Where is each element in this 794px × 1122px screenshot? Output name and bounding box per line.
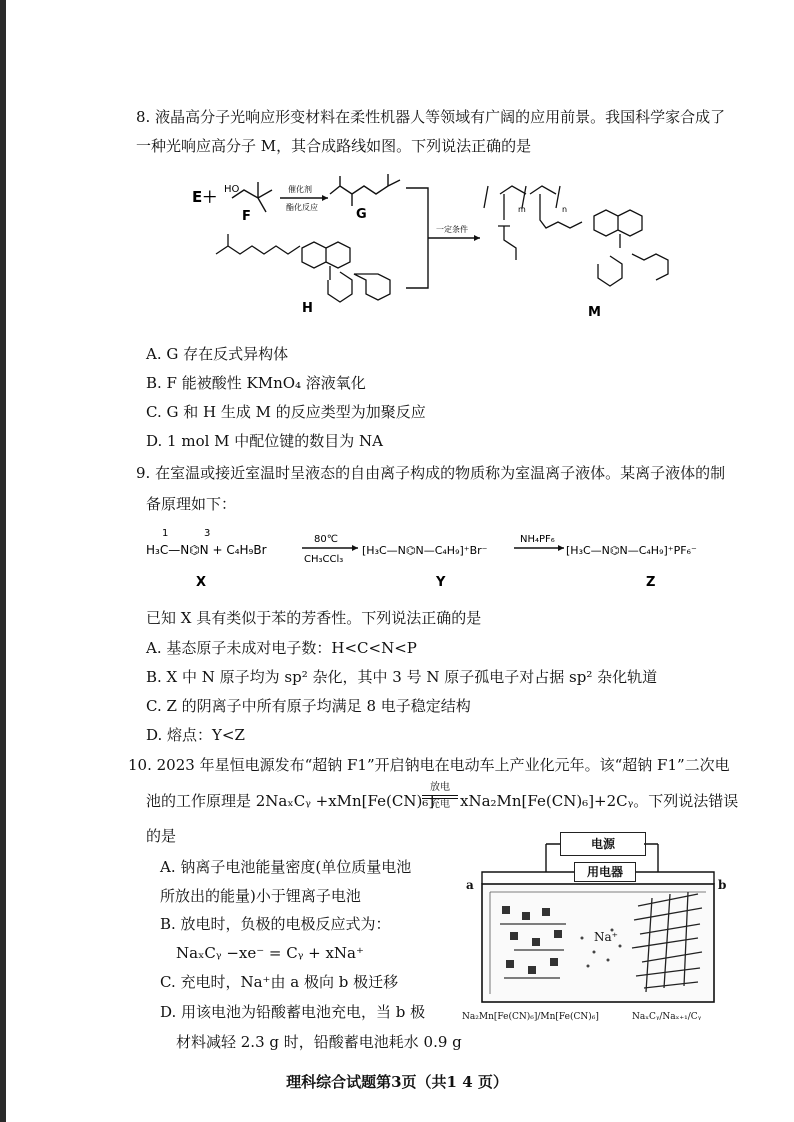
- page-footer: 理科综合试题第3页（共1 4 页）: [286, 1073, 508, 1091]
- power-source-box: 电源: [560, 832, 646, 856]
- electrode-b-label: b: [718, 878, 727, 892]
- label-m: M: [588, 305, 601, 318]
- q8-option-b: B. F 能被酸性 KMnO₄ 溶液氧化: [146, 374, 366, 392]
- battery-figure: [462, 828, 732, 1033]
- q10-option-b-line2: NaₓCᵧ −xe⁻ = Cᵧ + xNa⁺: [176, 944, 364, 962]
- num-3: 3: [204, 528, 211, 539]
- label-y: Y: [436, 575, 446, 590]
- z-formula: [H₃C—N⌬N—C₄H₉]⁺PF₆⁻: [566, 544, 697, 557]
- label-h: H: [302, 301, 313, 316]
- q10-equilibrium-arrows: [422, 782, 458, 811]
- q9-stem-line2: 备原理如下：: [146, 495, 237, 513]
- y-formula: [H₃C—N⌬N—C₄H₉]⁺Br⁻: [362, 544, 488, 557]
- q9-option-d: D. 熔点：Y<Z: [146, 726, 245, 744]
- appliance-box: 用电器: [574, 862, 636, 882]
- sub-n: n: [562, 205, 568, 214]
- q9-reaction-scheme: [140, 522, 740, 592]
- label-z: Z: [646, 575, 656, 590]
- q10-option-b-line1: B. 放电时，负极的电极反应式为：: [160, 915, 391, 933]
- q9-known: 已知 X 具有类似于苯的芳香性。下列说法正确的是: [146, 609, 482, 627]
- q10-stem-line2-pre: 池的工作原理是 2NaₓCᵧ +xMn[Fe(CN)₆]: [146, 792, 435, 810]
- temp-label: 80℃: [314, 534, 338, 545]
- q10-stem-line2-post: xNa₂Mn[Fe(CN)₆]+2Cᵧ。下列说法错误: [460, 792, 739, 810]
- label-x: X: [196, 575, 207, 590]
- q10-stem-line1: 10. 2023 年星恒电源发布“超钠 F1”开启钠电在电动车上产业化元年。该“超钠 F1”二次电: [128, 756, 730, 774]
- q10-option-c: C. 充电时，Na⁺由 a 极向 b 极迁移: [160, 973, 399, 991]
- esterify-label: 酯化反应: [286, 203, 318, 212]
- page-edge: [0, 0, 6, 1122]
- molecule-h: [216, 234, 390, 302]
- q8-stem-line1: 8. 液晶高分子光响应形变材料在柔性机器人等领域有广阔的应用前景。我国科学家合成了: [136, 108, 726, 126]
- q8-synthesis-scheme: [180, 168, 740, 318]
- q9-option-b: B. X 中 N 原子均为 sp² 杂化，其中 3 号 N 原子孤电子对占据 sp² 杂化轨道: [146, 668, 658, 686]
- merge-bracket: [406, 188, 480, 288]
- reagent-label: NH₄PF₆: [520, 534, 555, 545]
- catalyst-label: 催化剂: [288, 185, 312, 194]
- molecule-g: [330, 174, 400, 206]
- forward-arrow: [422, 795, 458, 796]
- anode-material-label: NaₓCᵧ/Naₓ₊₁/Cᵧ: [632, 1012, 702, 1022]
- q10-stem-line3: 的是: [146, 827, 177, 845]
- q8-option-c: C. G 和 H 生成 M 的反应类型为加聚反应: [146, 403, 426, 421]
- svg-text:HO: HO: [224, 184, 240, 195]
- q9-option-c: C. Z 的阴离子中所有原子均满足 8 电子稳定结构: [146, 697, 471, 715]
- charge-label: 充电: [430, 799, 450, 810]
- q10-option-d-line2: 材料减轻 2.3 g 时，铅酸蓄电池耗水 0.9 g: [176, 1033, 462, 1051]
- sub-m: m: [518, 205, 526, 214]
- polymer-m: [484, 186, 668, 286]
- electrode-a-label: a: [466, 878, 474, 892]
- q10-option-a-line2: 所放出的能量)小于锂离子电池: [160, 887, 361, 905]
- q8-stem-line2: 一种光响应高分子 M，其合成路线如图。下列说法正确的是: [136, 137, 532, 155]
- solvent-label: CH₃CCl₃: [304, 554, 344, 565]
- q10-option-d-line1: D. 用该电池为铅酸蓄电池充电，当 b 极: [160, 1003, 426, 1021]
- q10-option-a-line1: A. 钠离子电池能量密度(单位质量电池: [160, 858, 412, 876]
- q9-stem-line1: 9. 在室温或接近室温时呈液态的自由离子构成的物质称为室温离子液体。某离子液体的制: [136, 464, 726, 482]
- discharge-label: 放电: [430, 782, 450, 793]
- num-1: 1: [162, 528, 169, 539]
- sodium-ion-label: Na⁺: [594, 930, 618, 944]
- q8-option-d: D. 1 mol M 中配位键的数目为 NA: [146, 432, 384, 450]
- q9-option-a: A. 基态原子未成对电子数：H<C<N<P: [146, 639, 417, 657]
- q8-option-a: A. G 存在反式异构体: [146, 345, 289, 363]
- label-f: F: [242, 209, 251, 224]
- condition-label: 一定条件: [436, 225, 468, 234]
- q8-e-plus: E＋: [192, 188, 218, 206]
- x-formula: H₃C—N⌬N + C₄H₉Br: [146, 543, 267, 557]
- label-g: G: [356, 207, 367, 222]
- cathode-material-label: Na₂Mn[Fe(CN)₆]/Mn[Fe(CN)₆]: [462, 1012, 599, 1022]
